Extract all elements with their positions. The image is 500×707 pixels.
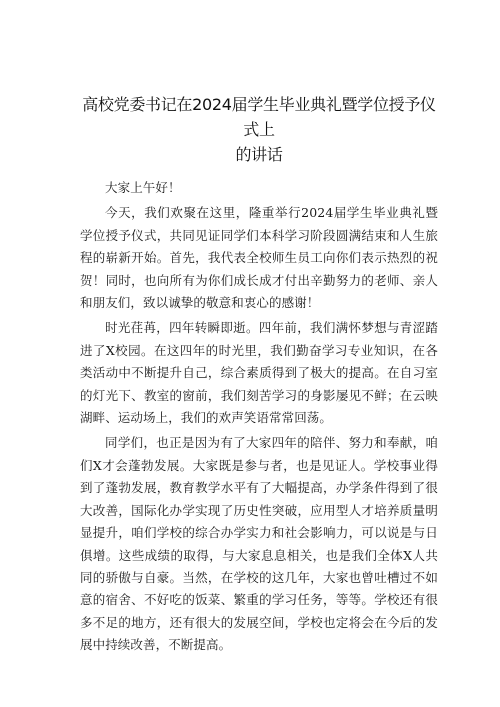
title-line-2: 的讲话	[235, 145, 283, 164]
title-line-1: 高校党委书记在2024届学生毕业典礼暨学位授予仪式上	[82, 95, 436, 139]
paragraph: 同学们，也正是因为有了大家四年的陪伴、努力和奉献，咱们X才会蓬勃发展。大家既是参与者，也是见证人。学校事业得到了蓬勃发展，教育教学水平有了大幅提高，办学条件得到了很大改善，国际化办学实现了历史性突破，应用型人才培养质量明显提升，咱们学校的综合办学实力和社会影响力，可以说是与日俱增。这些成绩的取得，与大家息息相关，也是我们全体X人共同的骄傲与自豪。当然，在学校的这几年，大家也曾吐槽过不如意的宿舍、不好吃的饭菜、繁重的学习任务，等等。学校还有很多不足的地方，还有很大的发展空间，学校也定将会在今后的发展中持续改善，不断提高。	[80, 435, 438, 653]
paragraph: 时光荏苒，四年转瞬即逝。四年前，我们满怀梦想与青涩踏进了X校园。在这四年的时光里，我们勤奋学习专业知识，在各类活动中不断提升自己，综合素质得到了极大的提高。在自习室的灯光下、教室的窗前，我们刻苦学习的身影屡见不鲜；在云映湖畔、运动场上，我们的欢声笑语常常回荡。	[80, 320, 438, 426]
document-body	[80, 177, 438, 657]
paragraph-greeting: 大家上午好！	[105, 180, 181, 195]
paragraph: 今天，我们欢聚在这里，隆重举行2024届学生毕业典礼暨学位授予仪式，共同见证同学们本科学习阶段圆满结束和人生旅程的崭新开始。首先，我代表全校师生员工向你们表示热烈的祝贺！同时，也向所有为你们成长成才付出辛勤努力的老师、亲人和朋友们，致以诚挚的敬意和衷心的感谢！	[80, 205, 438, 311]
document-title	[80, 92, 438, 167]
